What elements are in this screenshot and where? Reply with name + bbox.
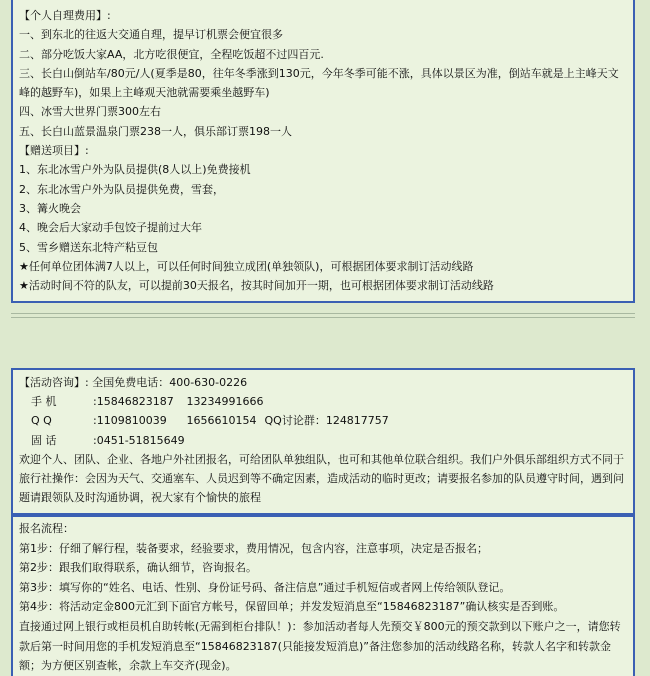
welcome-text: 欢迎个人、团队、企业、各地户外社团报名，可给团队单独组队，也可和其他单位联合组织。我们户外俱乐部组织方式不同于旅行社操作：会因为天气、交通塞车、人员迟到等不确定因素，造成活动的临时更改；请要报名参加的队员遵守时间，遇到问题请跟领队及时沟通协调，祝大家有个愉快的旅程 [19, 452, 624, 505]
cost-item: 五、长白山蓝景温泉门票238一人，俱乐部订票198一人 [19, 124, 292, 138]
gift-item: 1、东北冰雪户外为队员提供(8人以上)免费接机 [19, 163, 251, 177]
qq-number-1: :1109810039 [93, 414, 167, 428]
phone-number: :0451-51815649 [93, 433, 185, 447]
gift-item: 5、雪乡赠送东北特产粘豆包 [19, 240, 158, 254]
mobile-number-2: 13234991666 [186, 395, 264, 409]
cost-item: 二、部分吃饭大家AA，北方吃很便宜，全程吃饭超不过四百元. [19, 47, 324, 61]
cost-item: 一、到东北的往返大交通自理，提早订机票会便宜很多 [19, 28, 283, 42]
gift-item: 2、东北冰雪户外为队员提供免费，雪套， [19, 182, 224, 196]
hotline-number: 400-630-0226 [169, 376, 248, 389]
mobile-label: 手 机 [31, 395, 57, 409]
gifts-heading: 【赠送项目】: [19, 144, 89, 158]
signup-step: 第1步：仔细了解行程，装备要求，经验要求，费用情况，包含内容，注意事项，决定是否报名； [19, 541, 488, 555]
qq-label: Q Q [31, 414, 52, 428]
mobile-number-1: :15846823187 [93, 395, 174, 409]
costs-panel [11, 0, 635, 303]
qq-number-2: 1656610154 [186, 414, 257, 428]
hotline-label: 全国免费电话： [92, 376, 170, 389]
signup-step: 第4步：将活动定金800元汇到下面官方帐号，保留回单；并发发短消息至“15846823187”确认核实是否到账。 [19, 600, 565, 614]
cost-item: 四、冰雪大世界门票300左右 [19, 105, 161, 119]
phone-label: 固 话 [31, 433, 57, 447]
gift-item: 4、晚会后大家动手包饺子提前过大年 [19, 221, 202, 235]
signup-heading: 报名流程： [19, 522, 74, 535]
gift-item: 3、篝火晚会 [19, 201, 81, 215]
signup-step: 第3步：填写你的“姓名、电话、性别、身份证号码、备注信息”通过手机短信或者网上传给领队登记。 [19, 580, 511, 594]
gift-note: ★活动时间不符的队友，可以提前30天报名，按其时间加开一期，也可根据团体要求制订活动线路 [19, 279, 494, 293]
qq-group: QQ讨论群：124817757 [264, 414, 389, 428]
costs-heading: 【个人自理费用】: [19, 9, 111, 22]
signup-panel [11, 515, 635, 676]
signup-step: 直接通过网上银行或柜员机自助转帐(无需到柜台排队！)：参加活动者每人先预交￥800元的预交款到以下账户之一，请您转款后第一时间用您的手机发短消息至“15846823187(只能接发短消息)”备注您参加的活动线路名称，转款人名字和转款金额；为方便区别查帐，余款上车交齐(现金)。 [19, 619, 621, 673]
contact-heading: 【活动咨询】: [19, 376, 89, 389]
cost-item: 三、长白山倒站车/80元/人(夏季是80，往年冬季涨到130元，今年冬季可能不涨，具体以景区为准，倒站车就是上主峰天文峰的越野车)，如果上主峰观天池就需要乘坐越野车) [19, 66, 619, 100]
section-divider [0, 303, 650, 368]
gift-note: ★任何单位团体满7人以上，可以任何时间独立成团(单独领队)，可根据团体要求制订活动线路 [19, 259, 474, 273]
signup-step: 第2步：跟我们取得联系，确认细节，咨询报名。 [19, 561, 257, 575]
contact-panel [11, 368, 635, 515]
